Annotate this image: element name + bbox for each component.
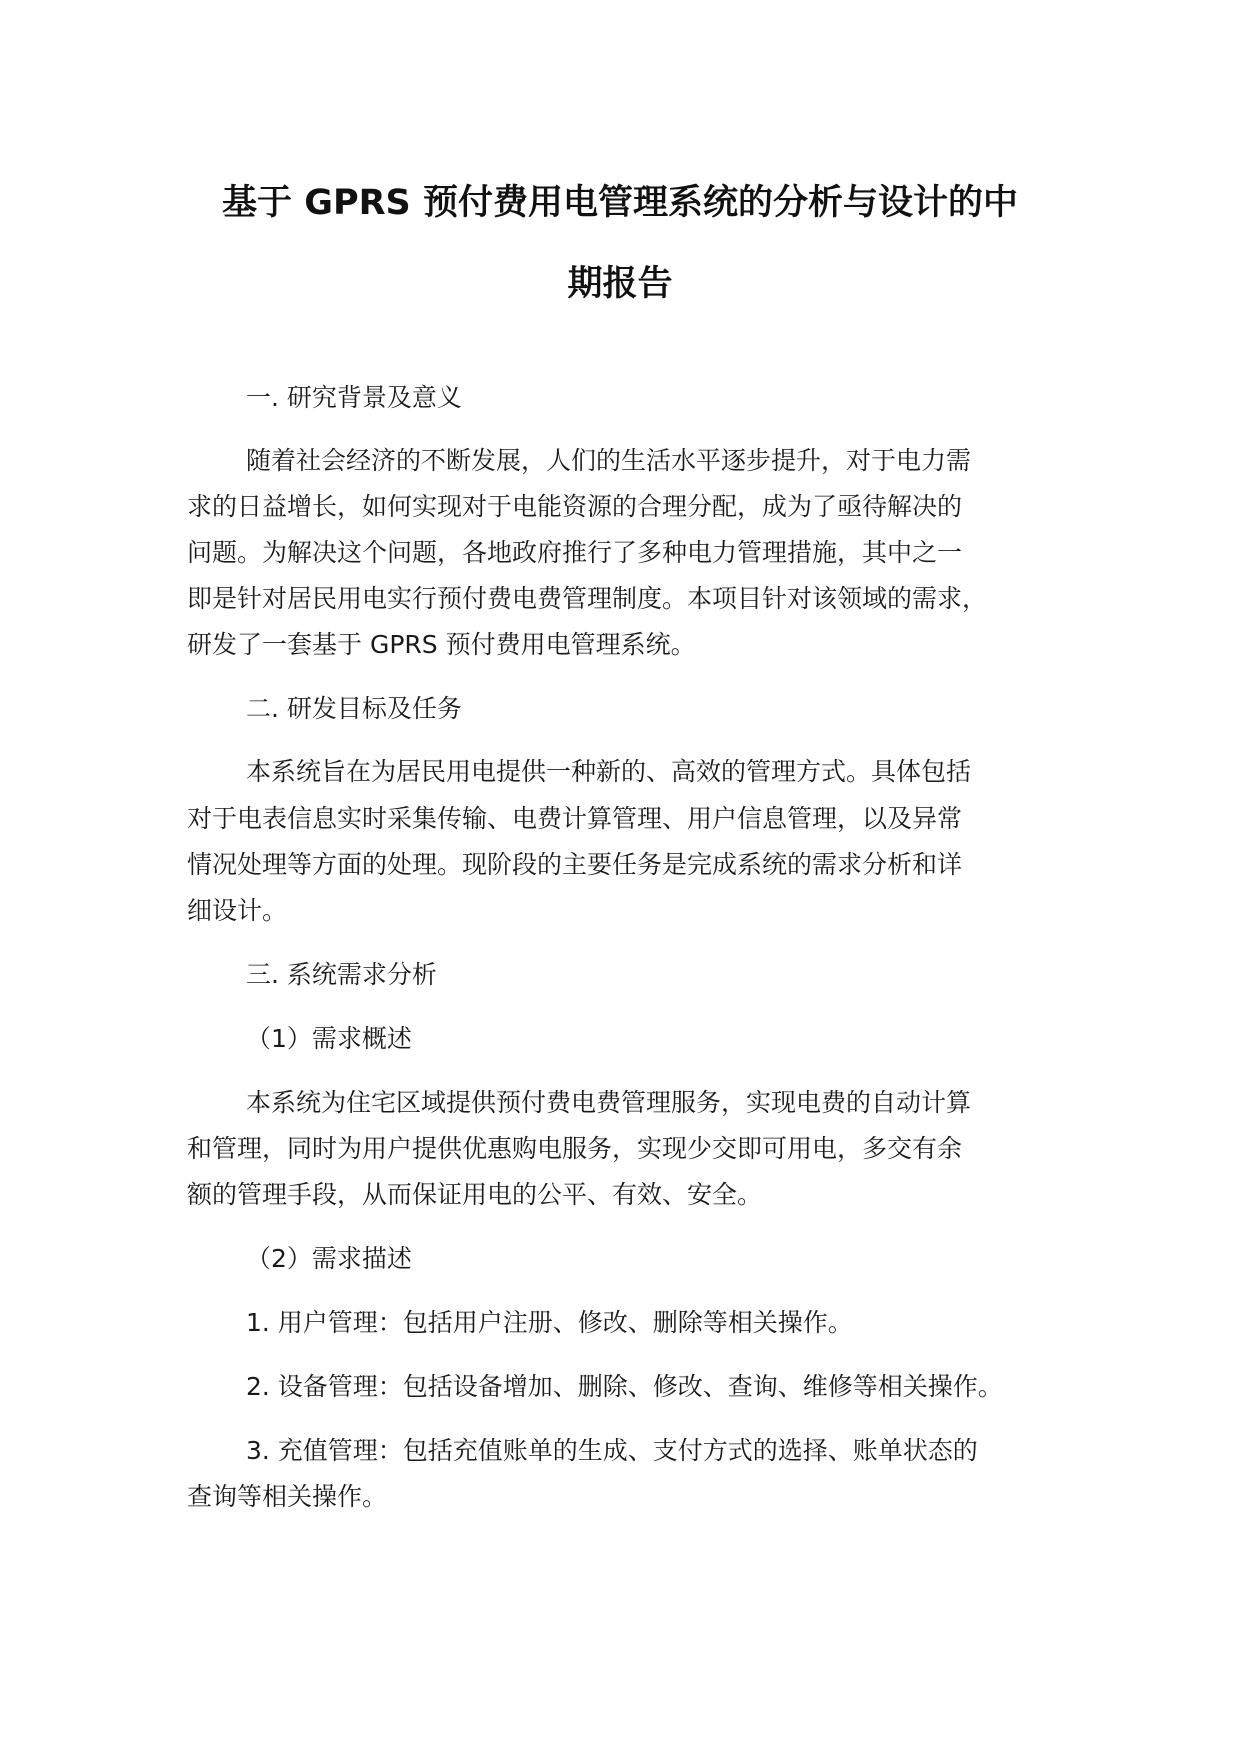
paragraph-line: 细设计。	[187, 896, 288, 925]
list-item: 1. 用户管理：包括用户注册、修改、删除等相关操作。	[246, 1308, 853, 1337]
paragraph-line: 额的管理手段，从而保证用电的公平、有效、安全。	[187, 1180, 763, 1209]
paragraph-line: 随着社会经济的不断发展，人们的生活水平逐步提升，对于电力需	[246, 446, 972, 475]
paragraph-line: 即是针对居民用电实行预付费电费管理制度。本项目针对该领域的需求，	[187, 584, 988, 613]
list-item: 2. 设备管理：包括设备增加、删除、修改、查询、维修等相关操作。	[246, 1372, 1003, 1401]
paragraph-line: 研发了一套基于 GPRS 预付费用电管理系统。	[187, 630, 696, 659]
paragraph-line: 对于电表信息实时采集传输、电费计算管理、用户信息管理，以及异常	[187, 804, 963, 833]
document-title-line-1: 基于 GPRS 预付费用电管理系统的分析与设计的中	[222, 183, 1018, 223]
paragraph-line: 本系统为住宅区域提供预付费电费管理服务，实现电费的自动计算	[246, 1088, 972, 1117]
paragraph-line: 本系统旨在为居民用电提供一种新的、高效的管理方式。具体包括	[246, 757, 972, 786]
paragraph-line: 问题。为解决这个问题，各地政府推行了多种电力管理措施，其中之一	[187, 538, 963, 567]
section-heading-background: 一. 研究背景及意义	[246, 383, 462, 412]
paragraph-line: 情况处理等方面的处理。现阶段的主要任务是完成系统的需求分析和详	[187, 850, 963, 879]
subsection-heading-description: （2）需求描述	[246, 1244, 412, 1273]
paragraph-line: 求的日益增长，如何实现对于电能资源的合理分配，成为了亟待解决的	[187, 492, 963, 521]
paragraph-line: 和管理，同时为用户提供优惠购电服务，实现少交即可用电，多交有余	[187, 1134, 963, 1163]
list-item: 3. 充值管理：包括充值账单的生成、支付方式的选择、账单状态的	[246, 1436, 978, 1465]
section-heading-requirements: 三. 系统需求分析	[246, 960, 437, 989]
document-title-line-2: 期报告	[567, 264, 673, 304]
subsection-heading-overview: （1）需求概述	[246, 1024, 412, 1053]
section-heading-goals: 二. 研发目标及任务	[246, 694, 462, 723]
list-item-continuation: 查询等相关操作。	[187, 1482, 388, 1511]
